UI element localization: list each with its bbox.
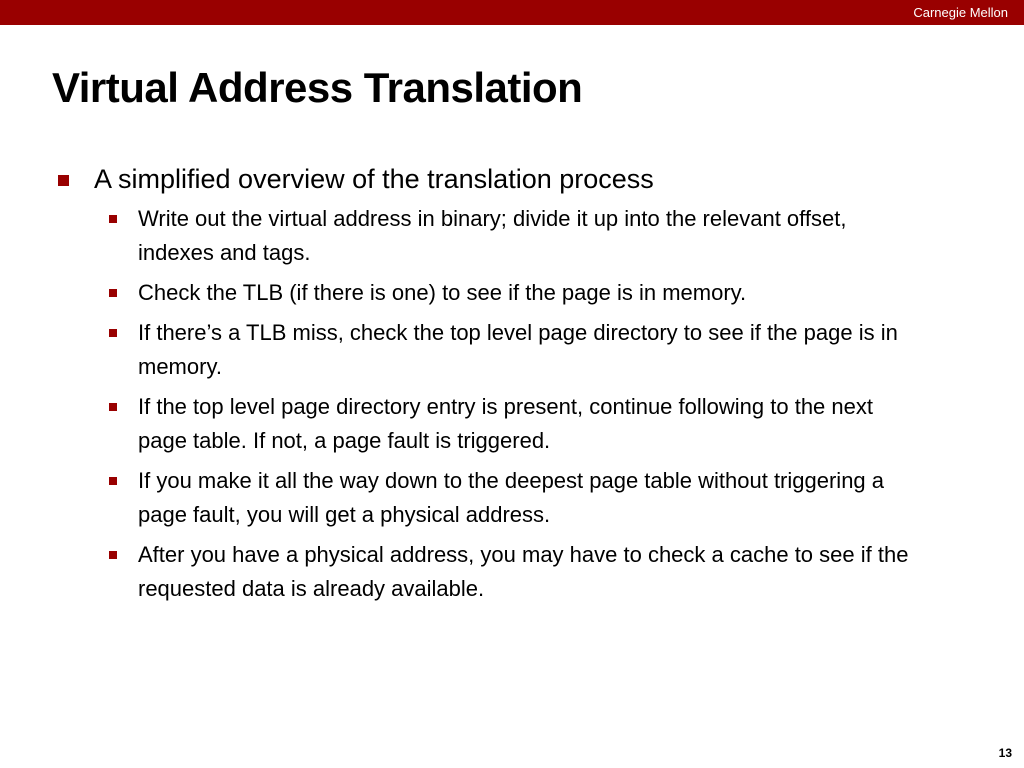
sub-bullet-item xyxy=(56,202,918,270)
square-bullet-icon xyxy=(109,403,117,411)
slide-title: Virtual Address Translation xyxy=(52,64,583,111)
sub-bullet-text: After you have a physical address, you may have to check a cache to see if the requested data is already available. xyxy=(138,542,909,601)
brand-label: Carnegie Mellon xyxy=(913,5,1008,20)
square-bullet-icon xyxy=(109,477,117,485)
page-number: 13 xyxy=(998,746,1012,760)
sub-bullet-text: If the top level page directory entry is present, continue following to the next page table. If not, a page fault is triggered. xyxy=(138,394,873,453)
sub-bullet-text: If there’s a TLB miss, check the top level page directory to see if the page is in memory. xyxy=(138,320,898,379)
sub-bullet-text: If you make it all the way down to the deepest page table without triggering a page fault, you will get a physical address. xyxy=(138,468,885,527)
square-bullet-icon xyxy=(109,329,117,337)
square-bullet-icon xyxy=(109,215,117,223)
sub-bullet-item xyxy=(56,316,918,384)
sub-bullet-item xyxy=(56,464,918,532)
square-bullet-icon xyxy=(109,289,117,297)
square-bullet-icon xyxy=(109,551,117,559)
square-bullet-icon xyxy=(58,175,69,186)
main-bullet xyxy=(56,162,936,196)
sub-bullet-text: Write out the virtual address in binary; divide it up into the relevant offset, indexes and tags. xyxy=(138,206,847,265)
sub-bullet-list xyxy=(56,202,936,606)
main-bullet-text: A simplified overview of the translation process xyxy=(94,164,654,194)
header-bar xyxy=(0,0,1024,25)
slide-content xyxy=(56,162,936,612)
sub-bullet-text: Check the TLB (if there is one) to see if the page is in memory. xyxy=(138,280,747,305)
sub-bullet-item xyxy=(56,276,918,310)
sub-bullet-item xyxy=(56,390,918,458)
sub-bullet-item xyxy=(56,538,918,606)
